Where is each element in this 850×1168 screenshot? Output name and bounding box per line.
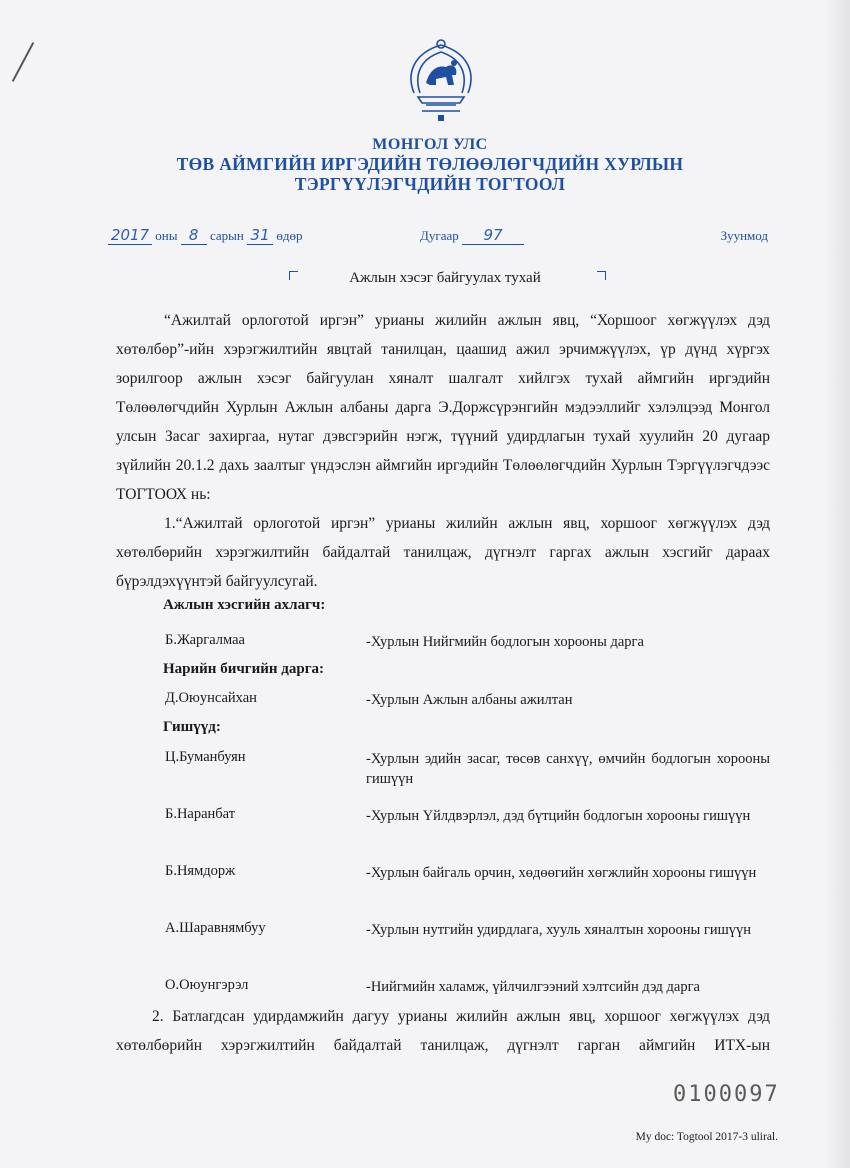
label-head: Ажлын хэсгийн ахлагч: (163, 597, 326, 613)
decision-paragraph-2: 2. Батлагдсан удирдамжийн дагуу урианы жилийн ажлын явц, хоршоог хөгжүүлэх дэд хөтөлбөрийн хэрэгжилтийн байдалтай танилцаж, дүгнэлт гарган аймгийн ИТХ-ын (116, 1008, 770, 1054)
date-number-row (108, 226, 768, 248)
decision-paragraph-1: 1.“Ажилтай орлоготой иргэн” урианы жилийн ажлын явц, хоршоог хөгжүүлэх дэд хөтөлбөрийн хэрэгжилтийн байдалтай танилцаж, дүгнэлт гаргах ажлын хэсгийг дараах бүрэлдэхүүнтэй байгуулсугай. (116, 515, 770, 590)
member-name: О.Оюунгэрэл (165, 977, 249, 993)
document-number: 97 (462, 226, 524, 245)
date-year: 2017 (108, 226, 152, 245)
document-subject: Ажлын хэсэг байгуулах тухай (349, 270, 541, 286)
label-secretary: Нарийн бичгийн дарга: (163, 661, 325, 677)
header-line1: ТӨВ АЙМГИЙН ИРГЭДИЙН ТӨЛӨӨЛӨГЧДИЙН ХУРЛЫН (176, 154, 684, 174)
member-role: -Хурлын байгаль орчин, хөдөөгийн хөгжлийн хорооны гишүүн (366, 865, 757, 881)
member-role: -Хурлын эдийн засаг, төсөв санхүү, өмчийн бодлогын хорооны гишүүн (366, 751, 770, 787)
scan-edge (824, 0, 850, 1168)
place-name: Зуунмод (720, 228, 768, 243)
date-year-suffix: оны (155, 228, 178, 243)
member-name: А.Шаравнямбуу (165, 920, 266, 936)
header-country: МОНГОЛ УЛС (372, 136, 488, 153)
date-month-suffix: сарын (209, 228, 244, 243)
footer-note: My doc: Togtool 2017-3 uliral. (635, 1131, 778, 1143)
member-name: Б.Наранбат (165, 806, 236, 822)
intro-paragraph: “Ажилтай орлоготой иргэн” урианы жилийн ажлын явц, “Хоршоог хөгжүүлэх дэд хөтөлбөр”-ийн хэрэгжилтийн явцтай танилцан, цаашид ажил эрчимжүүлэх, үр дүнд хүргэх зорилгоор ажлын хэсэг байгуулан хяналт шалгалт хийлгэх тухай аймгийн иргэдийн Төлөөлөгчдийн Хурлын Ажлын албаны дарга Э.Доржсүрэнгийн мэдээллийг хэлэлцээд Монгол улсын Засаг захиргаа, нутаг дэвсгэрийн нэгж, түүний удирдлагын тухай хуулийн 20 дугаар зүйлийн 20.1.2 дахь заалтыг үндэслэн аймгийн иргэдийн Төлөөлөгчдийн Хурлын Тэргүүлэгчдээс ТОГТООХ нь: (116, 312, 770, 503)
date-field (108, 226, 302, 245)
member-role: -Нийгмийн халамж, үйлчилгээний хэлтсийн дэд дарга (366, 979, 700, 995)
pen-mark (12, 42, 34, 82)
document-number-field (420, 226, 524, 245)
number-label: Дугаар (420, 228, 459, 243)
serial-number: 0100097 (673, 1082, 780, 1107)
label-members: Гишүүд: (163, 719, 221, 735)
member-role: -Хурлын Үйлдвэрлэл, дэд бүтцийн бодлогын хорооны гишүүн (366, 808, 751, 824)
subject-corner-right (597, 271, 606, 280)
date-day-suffix: өдөр (276, 228, 303, 243)
state-emblem-icon (402, 35, 480, 123)
member-name: Б.Жаргалмаа (165, 632, 245, 648)
header-line2: ТЭРГҮҮЛЭГЧДИЙН ТОГТООЛ (294, 174, 566, 194)
member-name: Б.Нямдорж (165, 863, 236, 879)
member-name: Ц.Буманбуян (165, 749, 246, 765)
member-role: -Хурлын Нийгмийн бодлогын хорооны дарга (366, 634, 644, 650)
member-role: -Хурлын нутгийн удирдлага, хууль хяналтын хорооны гишүүн (366, 922, 752, 938)
document-header (120, 136, 740, 194)
member-role: -Хурлын Ажлын албаны ажилтан (366, 692, 573, 708)
subject-corner-left (289, 271, 298, 280)
member-name: Д.Оюунсайхан (165, 690, 257, 706)
date-month: 8 (181, 226, 207, 245)
date-day: 31 (247, 226, 273, 245)
